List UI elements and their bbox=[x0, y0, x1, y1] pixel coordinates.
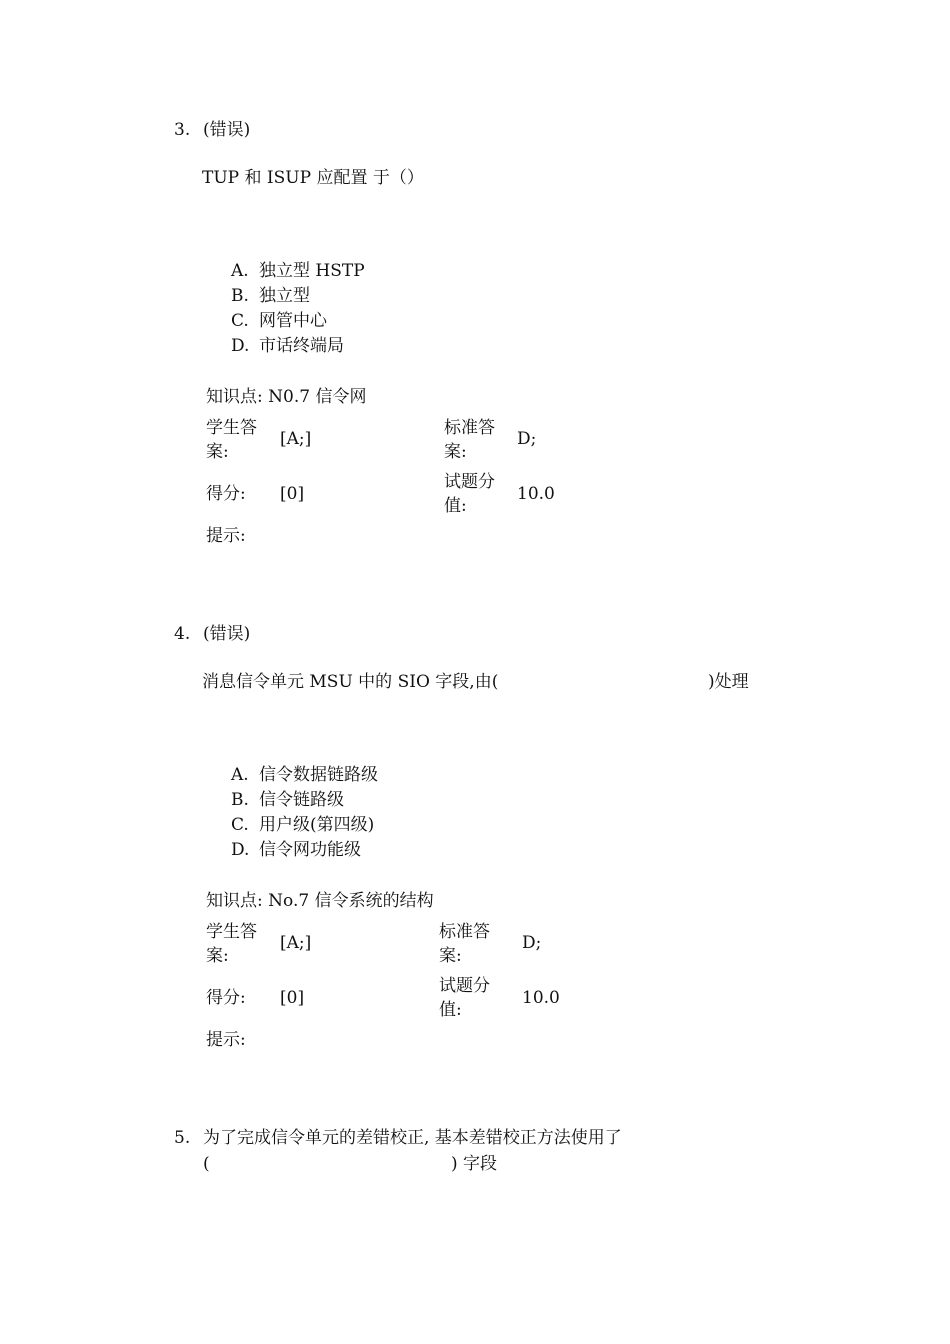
question-status: (错误) bbox=[203, 624, 251, 644]
score: [0] bbox=[280, 484, 305, 504]
option-d[interactable] bbox=[231, 839, 361, 861]
option-a[interactable] bbox=[231, 764, 378, 786]
question-stem-part2: )处理 bbox=[708, 672, 749, 692]
standard-answer-label: 标准答案: bbox=[444, 418, 495, 462]
option-text: 独立型 bbox=[259, 286, 310, 306]
option-letter: A. bbox=[231, 765, 249, 785]
question-number: 3. bbox=[174, 120, 191, 140]
question-stem-line1: 为了完成信令单元的差错校正, 基本差错校正方法使用了 bbox=[203, 1128, 622, 1148]
student-answer-label: 学生答案: bbox=[206, 922, 257, 966]
points-label: 试题分值: bbox=[444, 472, 495, 516]
option-b[interactable] bbox=[231, 789, 344, 811]
question-stem-line2-part1: ( bbox=[203, 1154, 210, 1174]
question-number: 5. bbox=[174, 1128, 191, 1148]
option-c[interactable] bbox=[231, 814, 374, 836]
option-text: 网管中心 bbox=[259, 311, 327, 331]
option-a[interactable] bbox=[231, 260, 365, 282]
option-text: 信令链路级 bbox=[259, 790, 344, 810]
option-text: 用户级(第四级) bbox=[259, 815, 375, 835]
option-b[interactable] bbox=[231, 285, 310, 307]
points: 10.0 bbox=[517, 484, 555, 504]
student-answer-label: 学生答案: bbox=[206, 418, 257, 462]
hint-label: 提示: bbox=[206, 1030, 246, 1050]
knowledge-point: 知识点: N0.7 信令网 bbox=[206, 387, 367, 407]
option-letter: A. bbox=[231, 261, 249, 281]
points: 10.0 bbox=[522, 988, 560, 1008]
option-letter: D. bbox=[231, 336, 250, 356]
option-letter: B. bbox=[231, 790, 249, 810]
question-number: 4. bbox=[174, 624, 191, 644]
question-status: (错误) bbox=[203, 120, 251, 140]
option-text: 市话终端局 bbox=[259, 336, 344, 356]
score-label: 得分: bbox=[206, 484, 246, 504]
option-d[interactable] bbox=[231, 335, 344, 357]
student-answer: [A;] bbox=[280, 429, 312, 449]
option-c[interactable] bbox=[231, 310, 327, 332]
option-letter: C. bbox=[231, 815, 249, 835]
option-letter: C. bbox=[231, 311, 249, 331]
option-text: 信令网功能级 bbox=[259, 840, 361, 860]
score-label: 得分: bbox=[206, 988, 246, 1008]
knowledge-point: 知识点: No.7 信令系统的结构 bbox=[206, 891, 434, 911]
standard-answer: D; bbox=[517, 429, 537, 449]
question-stem-part1: 消息信令单元 MSU 中的 SIO 字段,由( bbox=[202, 672, 499, 692]
student-answer: [A;] bbox=[280, 933, 312, 953]
question-stem: TUP 和 ISUP 应配置 于（） bbox=[202, 168, 424, 188]
points-label: 试题分值: bbox=[439, 976, 490, 1020]
standard-answer-label: 标准答案: bbox=[439, 922, 490, 966]
option-text: 信令数据链路级 bbox=[259, 765, 378, 785]
score: [0] bbox=[280, 988, 305, 1008]
question-stem-line2-part2: ) 字段 bbox=[451, 1154, 498, 1174]
option-letter: D. bbox=[231, 840, 250, 860]
standard-answer: D; bbox=[522, 933, 542, 953]
hint-label: 提示: bbox=[206, 526, 246, 546]
option-text: 独立型 HSTP bbox=[259, 261, 365, 281]
option-letter: B. bbox=[231, 286, 249, 306]
